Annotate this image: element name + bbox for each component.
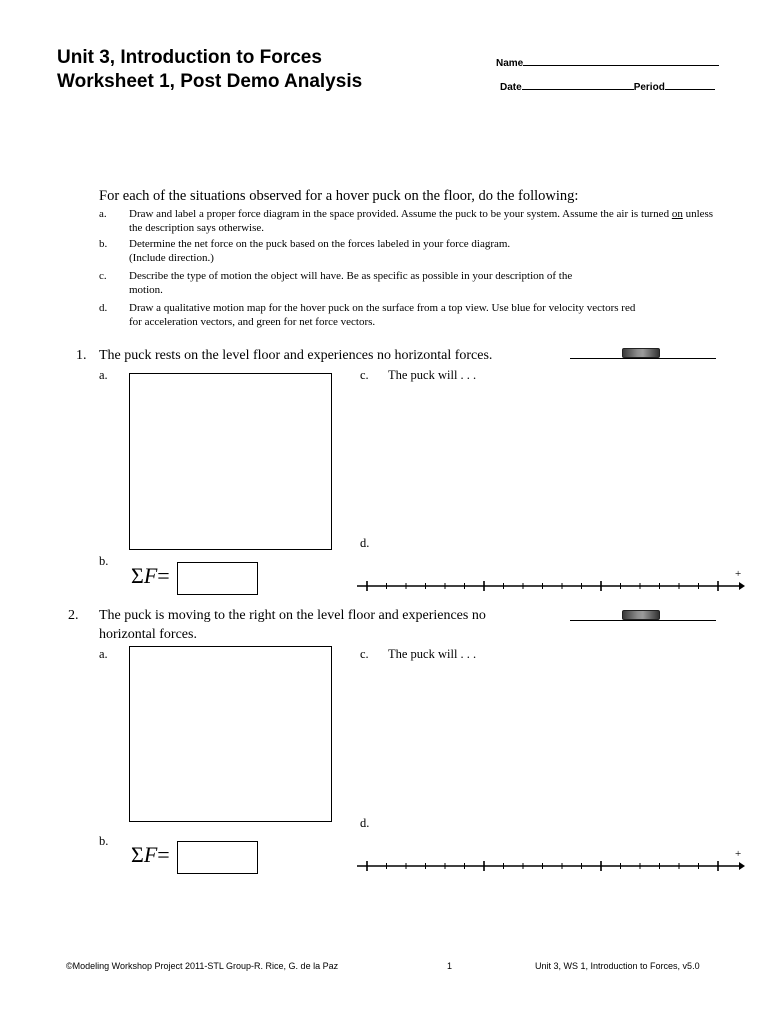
question-2-text-line1: The puck is moving to the right on the level floor and experiences no <box>99 608 486 623</box>
q2-label-b: b. <box>99 834 109 848</box>
q1-motion-map-axis[interactable] <box>355 566 745 596</box>
sigma-symbol: Σ <box>131 842 144 867</box>
axis-arrowhead <box>739 582 745 590</box>
q2-motion-prompt: The puck will . . . <box>388 647 477 661</box>
question-2-text-line2: horizontal forces. <box>99 627 197 642</box>
period-label: Period <box>633 82 665 93</box>
q1-net-force-symbol <box>131 563 170 589</box>
name-label: Name <box>496 58 524 69</box>
footer-page-number: 1 <box>447 961 453 971</box>
force-vector-symbol: F <box>143 842 158 867</box>
question-2-number: 2. <box>68 608 79 623</box>
question-1-number: 1. <box>76 348 87 363</box>
date-period-field[interactable] <box>500 80 715 93</box>
name-field[interactable] <box>496 56 719 69</box>
footer-copyright: ©Modeling Workshop Project 2011-STL Group-R. Rice, G. de la Paz <box>66 961 339 971</box>
q2-label-c: c. <box>360 647 369 661</box>
instruction-text: Draw a qualitative motion map for the hover puck on the surface from a top view. Use blue for velocity vectors red for acceleration vectors, and green for net force vectors. <box>129 302 636 328</box>
period-blank[interactable] <box>665 80 715 90</box>
date-label: Date <box>500 82 522 93</box>
q2-label-d: d. <box>360 816 370 830</box>
equals-sign: = <box>157 563 170 588</box>
q1-force-diagram-box[interactable] <box>129 373 332 550</box>
footer-unit-info: Unit 3, WS 1, Introduction to Forces, v5.0 <box>535 961 700 971</box>
q2-motion-map-axis[interactable] <box>355 846 745 876</box>
q1-label-b: b. <box>99 554 109 568</box>
worksheet-title-line2: Worksheet 1, Post Demo Analysis <box>57 71 363 92</box>
q1-net-force-answer-box[interactable] <box>177 562 258 595</box>
q2-force-diagram-box[interactable] <box>129 646 332 822</box>
hover-puck-icon <box>622 348 660 358</box>
sigma-symbol: Σ <box>131 563 144 588</box>
instruction-label: b. <box>99 238 108 250</box>
equals-sign: = <box>157 842 170 867</box>
instruction-label: d. <box>99 302 108 314</box>
instruction-label: c. <box>99 270 107 282</box>
instruction-label: a. <box>99 208 107 220</box>
q1-label-c: c. <box>360 368 369 382</box>
axis-arrowhead <box>739 862 745 870</box>
worksheet-title-line1: Unit 3, Introduction to Forces <box>57 47 322 68</box>
q1-label-d: d. <box>360 536 370 550</box>
instruction-text: Draw and label a proper force diagram in the space provided. Assume the puck to be your system. Assume the air is turned on unless the description says otherwise. <box>129 208 714 234</box>
q1-label-a: a. <box>99 368 108 382</box>
instruction-text: Describe the type of motion the object will have. Be as specific as possible in your description of the motion. <box>129 270 573 296</box>
hover-puck-icon <box>622 610 660 620</box>
name-blank[interactable] <box>523 56 719 66</box>
force-vector-symbol: F <box>143 563 158 588</box>
instruction-item-b <box>99 238 739 266</box>
axis-group <box>357 581 745 591</box>
axis-plus-sign: + <box>735 568 742 580</box>
instructions-intro: For each of the situations observed for a hover puck on the floor, do the following: <box>99 188 579 204</box>
question-1-text: The puck rests on the level floor and experiences no horizontal forces. <box>99 348 493 363</box>
q1-motion-prompt: The puck will . . . <box>388 368 477 382</box>
instruction-item-c <box>99 270 739 298</box>
date-blank[interactable] <box>522 80 634 90</box>
axis-plus-sign: + <box>735 848 742 860</box>
instruction-item-a <box>99 208 739 236</box>
q2-label-a: a. <box>99 647 108 661</box>
instruction-text: Determine the net force on the puck based on the forces labeled in your force diagram. (Include direction.) <box>129 238 511 264</box>
q2-net-force-answer-box[interactable] <box>177 841 258 874</box>
axis-group <box>357 861 745 871</box>
floor-line <box>570 620 716 621</box>
instruction-item-d <box>99 302 739 330</box>
floor-line <box>570 358 716 359</box>
q2-net-force-symbol <box>131 842 170 868</box>
